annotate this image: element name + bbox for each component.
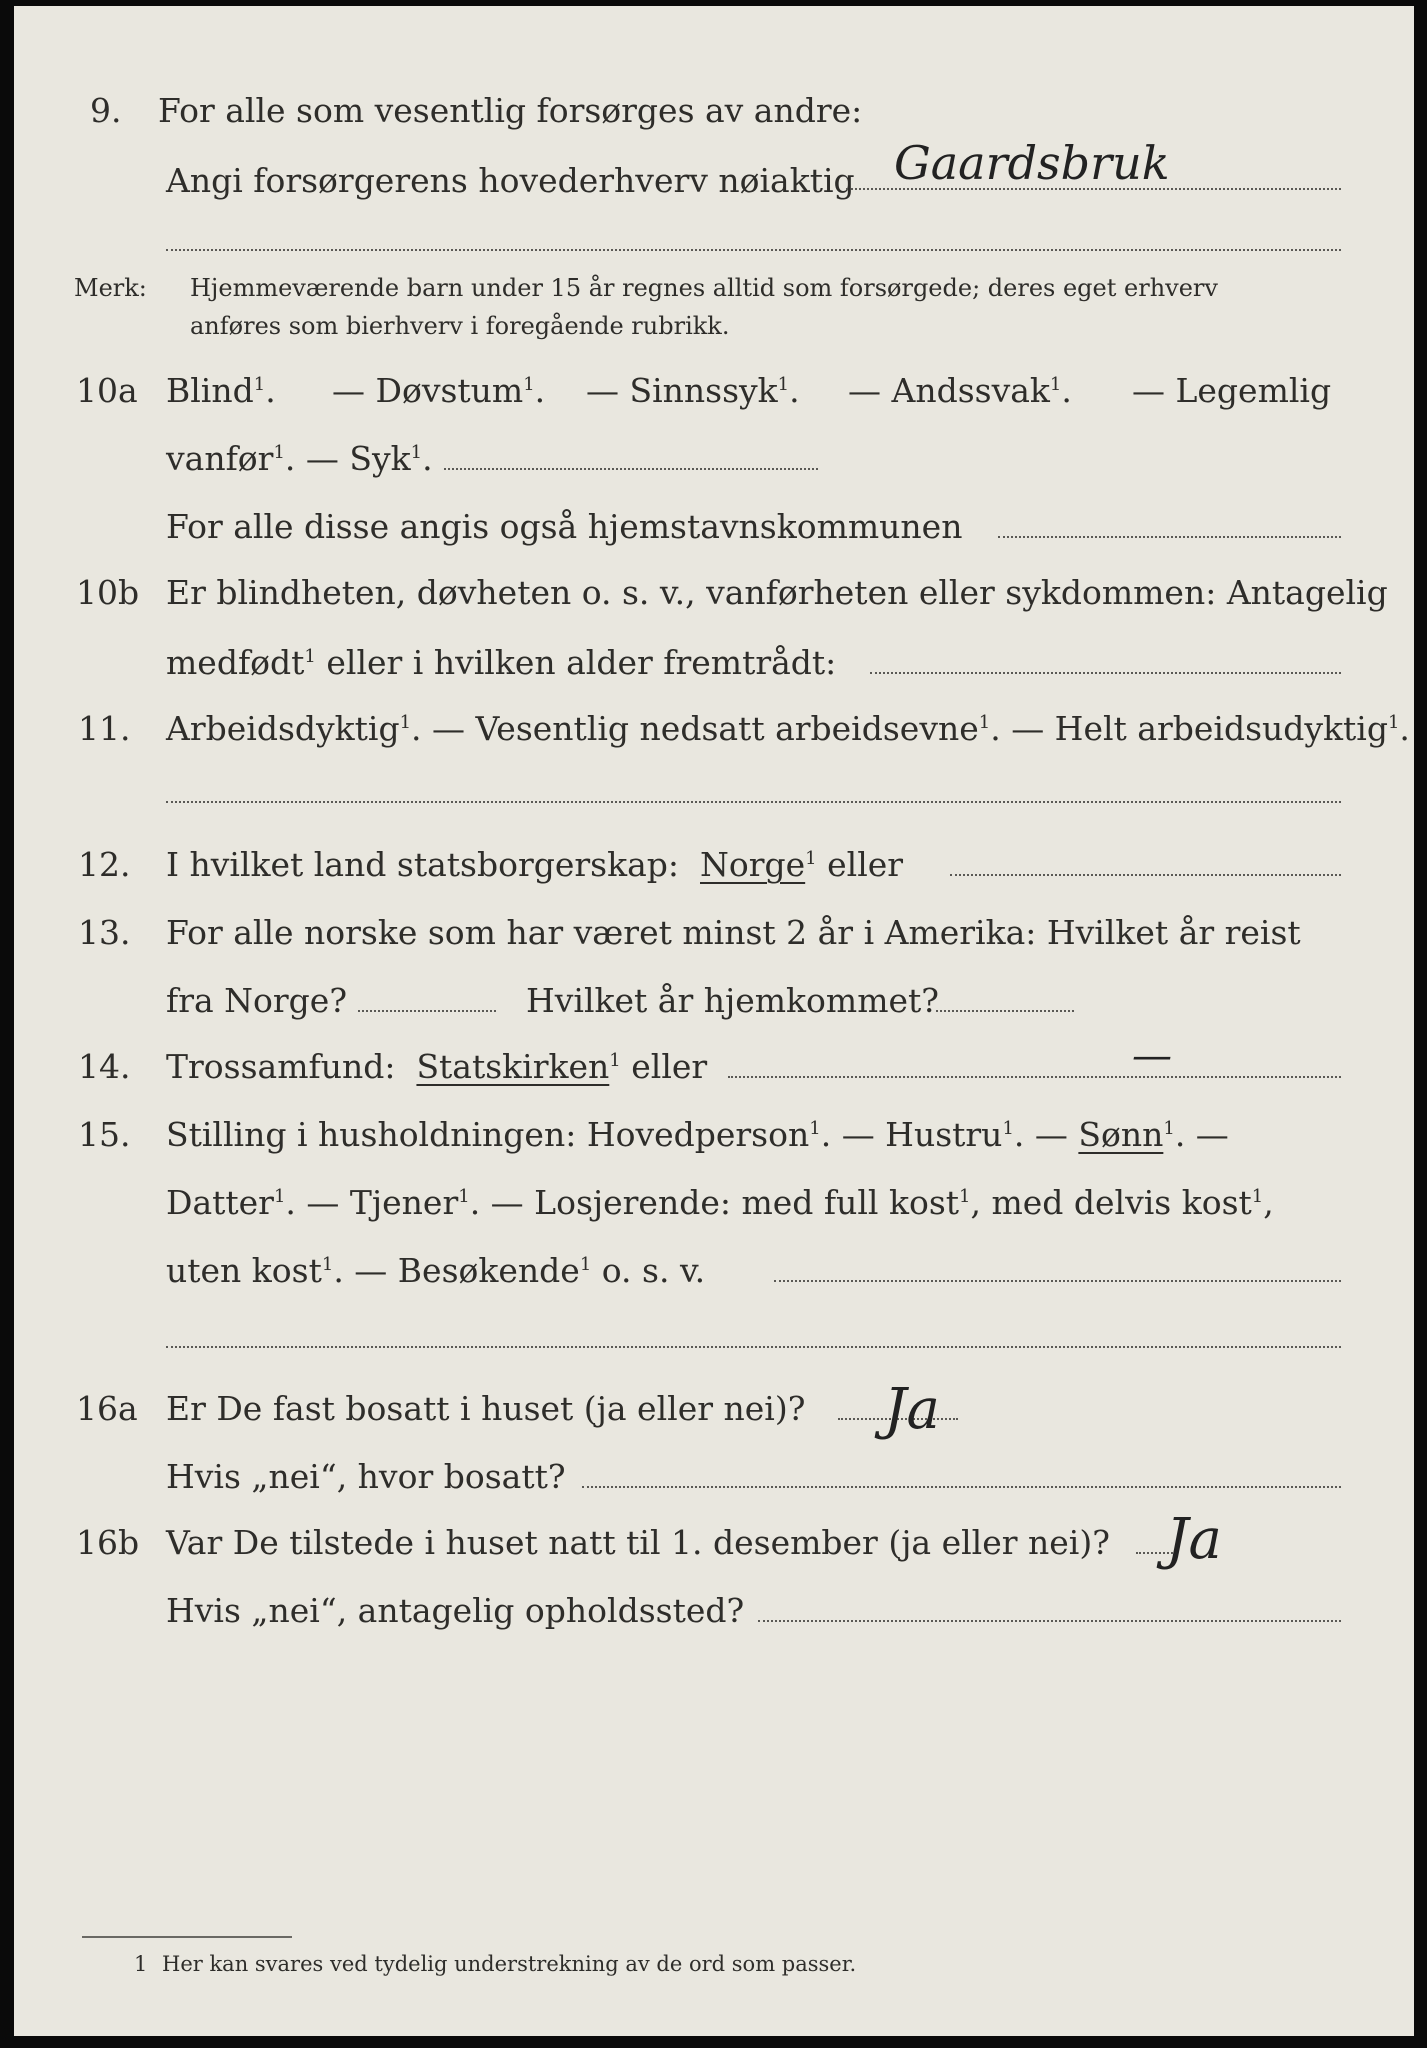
q11-extra-line xyxy=(166,801,1341,803)
q11-text: Arbeidsdyktig$^1$. — Vesentlig nedsatt arbeidsevne$^1$. — Helt arbeidsudyktig$^1$. xyxy=(166,709,1410,748)
q9-line2: Angi forsørgerens hovederhverv nøiaktig xyxy=(166,161,855,200)
q13-line1: For alle norske som har været minst 2 år i Amerika: Hvilket år reist xyxy=(166,913,1301,952)
q16a-answer: Ja xyxy=(884,1377,940,1442)
q13-line2b: Hvilket år hjemkommet? xyxy=(526,981,939,1020)
q14-number: 14. xyxy=(78,1047,131,1086)
q16b-line2: Hvis „nei“, antagelig opholdssted? xyxy=(166,1591,745,1630)
q10a-number: 10a xyxy=(76,371,138,410)
q12-answer-line xyxy=(950,874,1341,876)
q9-answer: Gaardsbruk xyxy=(894,136,1170,190)
note-label: Merk: xyxy=(74,274,147,302)
footnote-text: Her kan svares ved tydelig understrekning av de ord som passer. xyxy=(162,1952,857,1976)
q10b-answer-line xyxy=(870,672,1341,674)
footnote-mark: 1 xyxy=(134,1952,148,1976)
q12-norge-underlined: Norge xyxy=(700,845,806,884)
q13-reist-line xyxy=(358,1010,496,1012)
q15-line2: Datter$^1$. — Tjener$^1$. — Losjerende: med full kost$^1$, med delvis kost$^1$, xyxy=(166,1183,1274,1222)
q13-line2a: fra Norge? xyxy=(166,981,348,1020)
q12-number: 12. xyxy=(78,845,131,884)
q15-line3: uten kost$^1$. — Besøkende$^1$ o. s. v. xyxy=(166,1251,706,1290)
q9-extra-line xyxy=(166,249,1341,251)
q15-number: 15. xyxy=(78,1115,131,1154)
q9-number: 9. xyxy=(90,91,122,130)
q14-text: Trossamfund: Statskirken$^1$ eller xyxy=(166,1047,708,1086)
q15-line1: Stilling i husholdningen: Hovedperson$^1$. — Hustru$^1$. — Sønn$^1$. — xyxy=(166,1115,1229,1154)
q15-answer-line xyxy=(774,1280,1341,1282)
q14-answer-line xyxy=(728,1076,1341,1078)
q15-extra-line xyxy=(166,1346,1341,1348)
q10a-sinnssyk: — Sinnssyk$^1$. xyxy=(586,371,800,410)
q10a-line3: For alle disse angis også hjemstavnskommunen xyxy=(166,507,963,546)
note-line1: Hjemmeværende barn under 15 år regnes alltid som forsørgede; deres eget erhverv xyxy=(190,274,1218,302)
q10a-hjemstavn-line xyxy=(998,536,1341,538)
q15-sonn-underlined: Sønn xyxy=(1078,1115,1164,1154)
q10a-andssvak: — Andssvak$^1$. xyxy=(848,371,1072,410)
q10a-blind: Blind$^1$. xyxy=(166,371,276,410)
q10a-vanfor: vanfør$^1$. — Syk$^1$. xyxy=(166,439,433,478)
q13-number: 13. xyxy=(78,913,131,952)
q10b-line2: medfødt$^1$ eller i hvilken alder fremtrådt: xyxy=(166,643,837,682)
q16a-bosatt-line xyxy=(582,1486,1341,1488)
q16a-number: 16a xyxy=(76,1389,138,1428)
note-line2: anføres som bierhverv i foregående rubrikk. xyxy=(190,312,730,340)
q16b-line1: Var De tilstede i huset natt til 1. desember (ja eller nei)? xyxy=(166,1523,1110,1562)
q16a-line2: Hvis „nei“, hvor bosatt? xyxy=(166,1457,566,1496)
q16b-answer: Ja xyxy=(1166,1507,1222,1572)
q10a-legemlig: — Legemlig xyxy=(1132,371,1332,410)
q10a-dovstum: — Døvstum$^1$. xyxy=(332,371,546,410)
q16b-number: 16b xyxy=(76,1523,140,1562)
q16b-opholdssted-line xyxy=(758,1620,1341,1622)
q10a-syk-line xyxy=(444,468,818,470)
q10b-line1: Er blindheten, døvheten o. s. v., vanførheten eller sykdommen: Antagelig xyxy=(166,573,1388,612)
q10b-number: 10b xyxy=(76,573,140,612)
q14-answer: — xyxy=(1132,1033,1172,1079)
q13-hjemkommet-line xyxy=(936,1010,1074,1012)
q14-statskirken-underlined: Statskirken xyxy=(416,1047,610,1086)
q9-text: For alle som vesentlig forsørges av andre: xyxy=(158,91,863,130)
q11-number: 11. xyxy=(78,709,131,748)
q12-text: I hvilket land statsborgerskap: Norge$^1$ eller xyxy=(166,845,904,884)
q16a-line1: Er De fast bosatt i huset (ja eller nei)? xyxy=(166,1389,806,1428)
census-form-page xyxy=(14,6,1414,2036)
footnote-rule xyxy=(82,1936,292,1938)
